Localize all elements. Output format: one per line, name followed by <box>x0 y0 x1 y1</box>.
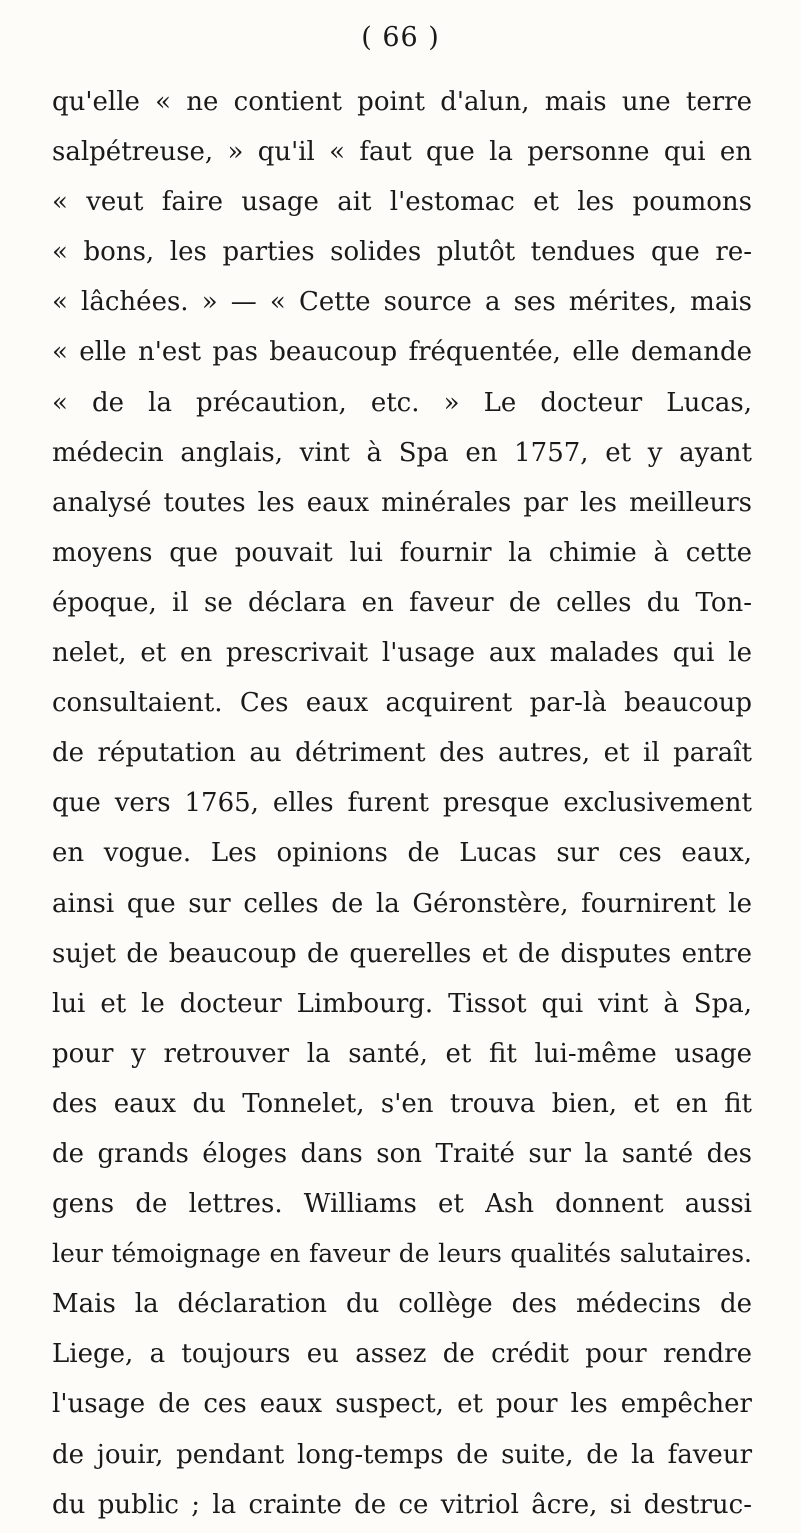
text-line: leur témoignage en faveur de leurs qualités salutaires. <box>52 1239 752 1269</box>
text-line: salpétreuse, » qu'il « faut que la personne qui en <box>52 137 752 168</box>
text-line: pour y retrouver la santé, et fit lui-même usage <box>52 1038 752 1069</box>
text-line: analysé toutes les eaux minérales par les meilleurs <box>52 487 752 518</box>
text-line: l'usage de ces eaux suspect, et pour les empêcher <box>52 1389 752 1420</box>
text-line: de jouir, pendant long-temps de suite, de la faveur <box>52 1439 752 1470</box>
text-line: que vers 1765, elles furent presque exclusivement <box>52 788 752 819</box>
text-line: du public ; la crainte de ce vitriol âcre, si destruc- <box>52 1489 752 1520</box>
text-line: « elle n'est pas beaucoup fréquentée, elle demande <box>52 337 752 368</box>
text-line: lui et le docteur Limbourg. Tissot qui vint à Spa, <box>52 988 752 1019</box>
text-line: de réputation au détriment des autres, et il paraît <box>52 738 752 769</box>
text-line: sujet de beaucoup de querelles et de disputes entre <box>52 938 752 969</box>
text-line: de grands éloges dans son Traité sur la santé des <box>52 1138 752 1169</box>
text-line: Mais la déclaration du collège des médecins de <box>52 1289 752 1320</box>
text-line: Liege, a toujours eu assez de crédit pour rendre <box>52 1339 752 1370</box>
text-line: en vogue. Les opinions de Lucas sur ces eaux, <box>52 838 752 869</box>
text-line: « bons, les parties solides plutôt tendues que re- <box>52 237 752 268</box>
text-line: qu'elle « ne contient point d'alun, mais une terre <box>52 87 752 117</box>
text-line: « veut faire usage ait l'estomac et les poumons <box>52 187 752 218</box>
text-line: médecin anglais, vint à Spa en 1757, et y ayant <box>52 437 752 468</box>
text-line: nelet, et en prescrivait l'usage aux malades qui le <box>52 638 752 669</box>
text-line: ainsi que sur celles de la Géronstère, fournirent le <box>52 888 752 919</box>
text-line: « lâchées. » — « Cette source a ses mérites, mais <box>52 287 752 318</box>
text-line: « de la précaution, etc. » Le docteur Lucas, <box>52 387 752 418</box>
page-number: ( 66 ) <box>361 22 440 53</box>
body-text <box>52 80 752 1533</box>
text-line: moyens que pouvait lui fournir la chimie à cette <box>52 537 752 568</box>
text-line: consultaient. Ces eaux acquirent par-là beaucoup <box>52 688 752 719</box>
text-line: gens de lettres. Williams et Ash donnent aussi <box>52 1189 752 1220</box>
text-line: époque, il se déclara en faveur de celles du Ton- <box>52 587 752 618</box>
text-line: des eaux du Tonnelet, s'en trouva bien, et en fit <box>52 1088 752 1119</box>
